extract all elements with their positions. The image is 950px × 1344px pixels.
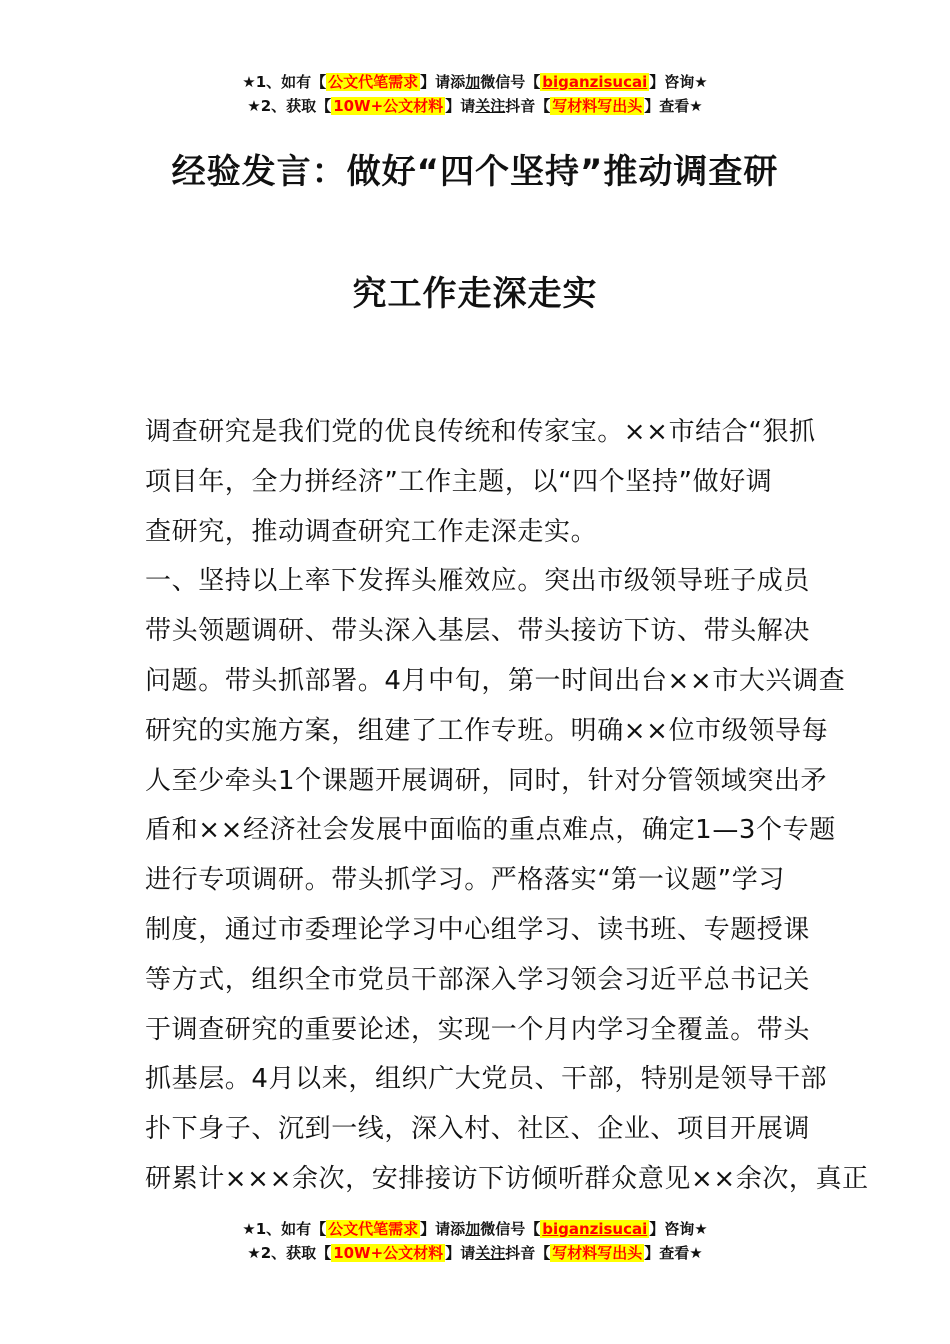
document-title-line-2: 究工作走深走实	[352, 274, 598, 314]
highlight-douyin-account: 写材料写出头	[552, 97, 643, 115]
body-line: 于调查研究的重要论述，实现一个月内学习全覆盖。带头	[145, 1014, 811, 1045]
body-line: 进行专项调研。带头抓学习。严格落实“第一议题”学习	[145, 865, 785, 896]
banner-line-2: ★2、获取【 10W+公文材料 】请关注抖音【 写材料写出头 】查看★	[247, 97, 703, 115]
document-title-line-1: 经验发言：做好“四个坚持”推动调查研	[171, 152, 779, 192]
document-body	[145, 408, 869, 1205]
body-line: 制度，通过市委理论学习中心组学习、读书班、专题授课	[145, 914, 811, 945]
highlight-wechat-id: biganzisucai	[542, 1220, 648, 1238]
banner-line-1: ★1、如有【 公文代笔需求 】请添加微信号【 biganzisucai 】咨询★	[242, 1220, 708, 1238]
body-line: 带头领题调研、带头深入基层、带头接访下访、带头解决	[145, 616, 811, 647]
body-line: 盾和××经济社会发展中面临的重点难点，确定1—3个专题	[145, 815, 836, 846]
highlight-service: 公文代笔需求	[328, 1220, 419, 1238]
body-line: 调查研究是我们党的优良传统和传家宝。××市结合“狠抓	[145, 417, 816, 447]
body-line: 项目年，全力拼经济”工作主题，以“四个坚持”做好调	[145, 466, 773, 497]
body-line: 等方式，组织全市党员干部深入学习领会习近平总书记关	[145, 964, 811, 995]
highlight-wechat-id: biganzisucai	[542, 73, 648, 91]
body-line: 人至少牵头1个课题开展调研，同时，针对分管领域突出矛	[145, 765, 828, 796]
banner-line-2: ★2、获取【 10W+公文材料 】请关注抖音【 写材料写出头 】查看★	[247, 1244, 703, 1262]
highlight-materials: 10W+公文材料	[333, 1244, 444, 1262]
body-line: 查研究，推动调查研究工作走深走实。	[145, 516, 598, 547]
body-line: 研究的实施方案，组建了工作专班。明确××位市级领导每	[145, 715, 829, 746]
top-banner	[0, 70, 950, 118]
body-line: 抓基层。4月以来，组织广大党员、干部，特别是领导干部	[145, 1064, 828, 1095]
body-line: 问题。带头抓部署。4月中旬，第一时间出台××市大兴调查	[145, 665, 846, 696]
highlight-materials: 10W+公文材料	[333, 97, 444, 115]
highlight-douyin-account: 写材料写出头	[552, 1244, 643, 1262]
bottom-banner	[0, 1217, 950, 1265]
body-line: 研累计×××余次，安排接访下访倾听群众意见××余次，真正	[145, 1163, 869, 1194]
body-line: 一、坚持以上率下发挥头雁效应。突出市级领导班子成员	[145, 566, 811, 597]
highlight-service: 公文代笔需求	[328, 73, 419, 91]
banner-line-1: ★1、如有【 公文代笔需求 】请添加微信号【 biganzisucai 】咨询★	[242, 73, 708, 91]
body-line: 扑下身子、沉到一线，深入村、社区、企业、项目开展调	[145, 1114, 811, 1145]
